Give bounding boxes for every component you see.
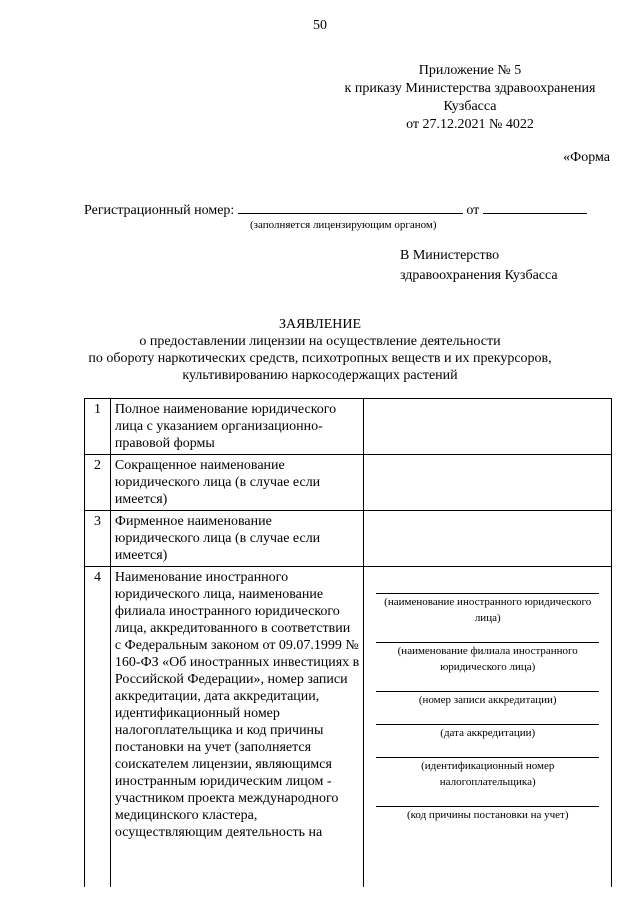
appendix-line: к приказу Министерства здравоохранения	[344, 81, 596, 96]
row-value-field[interactable]	[364, 399, 612, 455]
registration-reason-code-field[interactable]: (код причины постановки на учет)	[376, 806, 599, 827]
title-line: культивированию наркосодержащих растений	[182, 368, 458, 383]
registration-date-blank[interactable]	[483, 200, 587, 214]
row-description: Фирменное наименование юридического лица (в случае если имеется)	[110, 511, 364, 567]
branch-name-field[interactable]: (наименование филиала иностранного юридического лица)	[376, 642, 599, 679]
foreign-entity-name-field[interactable]: (наименование иностранного юридического лица)	[376, 593, 599, 630]
form-mark: «Форма	[563, 150, 610, 165]
row-description: Наименование иностранного юридического лица, наименование филиала иностранного юридического лица, аккредитованного в соответствии с Федеральным законом от 09.07.1999 № 160-ФЗ «Об иностранных инвестициях в Российской Федерации», номер записи аккредитации, дата аккредитации, идентификационный номер налогоплательщика и код причины постановки на учет (заполняется соискателем лицензии, являющимся иностранным юридическим лицом - участником проекта международного медицинского кластера, осуществляющим деятельность на	[110, 567, 364, 887]
table-row	[85, 511, 612, 567]
row-description: Сокращенное наименование юридического лица (в случае если имеется)	[110, 455, 364, 511]
recipient-line: В Министерство	[400, 248, 500, 263]
table-row	[85, 399, 612, 455]
appendix-line: Приложение № 5	[418, 63, 522, 78]
registration-line	[84, 200, 614, 220]
row-value-fields	[364, 567, 612, 887]
row-number: 4	[85, 567, 111, 887]
document-title	[40, 316, 600, 384]
row-number: 1	[85, 399, 111, 455]
table-row	[85, 455, 612, 511]
appendix-header	[330, 62, 610, 134]
page-number: 50	[313, 18, 327, 33]
row-number: 2	[85, 455, 111, 511]
taxpayer-id-field[interactable]: (идентификационный номер налогоплательщика)	[376, 757, 599, 794]
accreditation-record-field[interactable]: (номер записи аккредитации)	[376, 691, 599, 712]
row-description: Полное наименование юридического лица с указанием организационно-правовой формы	[110, 399, 364, 455]
recipient	[400, 246, 558, 286]
registration-from: от	[466, 203, 480, 218]
table-row	[85, 567, 612, 887]
appendix-line: от 27.12.2021 № 4022	[406, 117, 534, 132]
registration-hint: (заполняется лицензирующим органом)	[250, 219, 437, 231]
title-line: по обороту наркотических средств, психотропных веществ и их прекурсоров,	[88, 351, 552, 366]
recipient-line: здравоохранения Кузбасса	[400, 268, 558, 283]
registration-number-blank[interactable]	[238, 200, 463, 214]
row-value-field[interactable]	[364, 455, 612, 511]
accreditation-date-field[interactable]: (дата аккредитации)	[376, 724, 599, 745]
title-line: о предоставлении лицензии на осуществление деятельности	[139, 334, 501, 349]
appendix-line: Кузбасса	[443, 99, 497, 114]
row-value-field[interactable]	[364, 511, 612, 567]
title-heading: ЗАЯВЛЕНИЕ	[278, 317, 362, 332]
application-table	[84, 398, 612, 887]
row-number: 3	[85, 511, 111, 567]
registration-label: Регистрационный номер:	[84, 203, 235, 218]
